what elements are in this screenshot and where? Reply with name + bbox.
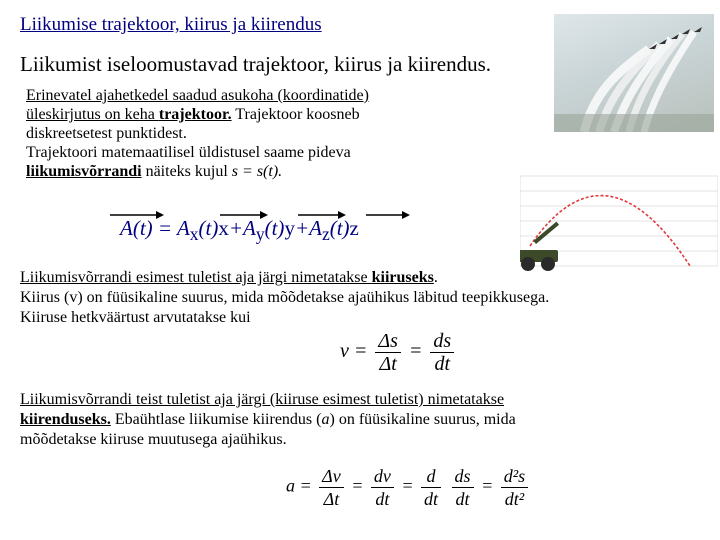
eq-a-den3: dt <box>424 489 439 509</box>
trajectory-term: trajektoor. <box>158 106 232 123</box>
eq-v-lhs: v = <box>340 340 368 363</box>
aircraft-formation-image <box>554 14 714 132</box>
eq-a-num5: d²s <box>501 465 528 488</box>
velocity-equation <box>340 330 457 375</box>
position-vector-formula <box>120 216 359 245</box>
eq-a-den1: Δt <box>323 489 340 509</box>
eq-a-lhs: a = <box>286 475 312 496</box>
projectile-trajectory-graphic <box>520 166 718 274</box>
formula-sub-z: z <box>321 224 330 245</box>
unit-vector-x: x <box>218 216 229 240</box>
eq-a-eq3: = <box>481 475 494 496</box>
eq-a-num2: dv <box>371 465 394 488</box>
para2-line1: Liikumisvõrrandi esimest tuletist aja järgi nimetatakse <box>20 269 372 286</box>
eq-v-num2: ds <box>430 330 454 353</box>
acceleration-paragraph <box>20 390 710 450</box>
para3-line1: Liikumisvõrrandi teist tuletist aja järgi (kiiruse esimest tuletist) nimetatakse <box>20 391 505 408</box>
formula-t2: (t) <box>264 216 285 240</box>
vector-arrow-icon <box>108 210 164 220</box>
acceleration-symbol: a <box>321 411 330 428</box>
page-subtitle: Liikumist iseloomustavad trajektoor, kiirus ja kiirendus. <box>20 52 492 76</box>
eq-a-num1: Δv <box>319 465 344 488</box>
para2-line2: Kiirus (v) on füüsikaline suurus, mida mõõdetakse ajaühikus läbitud teepikkusega. <box>20 289 550 306</box>
para1-line2: üleskirjutus on keha <box>26 106 159 123</box>
para2-line3: Kiiruse hetkväärtust arvutatakse kui <box>20 309 251 326</box>
unit-vector-z: z <box>349 216 359 240</box>
acceleration-term: kiirenduseks. <box>20 411 111 428</box>
formula-plus2: +A <box>294 216 322 240</box>
para3-line2-end: ) on füüsikaline suurus, mida <box>329 411 516 428</box>
vector-arrow-icon <box>364 210 410 220</box>
vector-arrow-icon <box>218 210 268 220</box>
eq-v-den1: Δt <box>379 353 397 375</box>
vector-arrow-icon <box>296 210 346 220</box>
eq-a-num4: ds <box>452 465 474 488</box>
eq-a-den5: dt² <box>504 489 525 509</box>
eq-v-den2: dt <box>434 353 451 375</box>
formula-a-t: A(t) = A <box>120 216 190 240</box>
velocity-paragraph <box>20 268 710 328</box>
formula-t3: (t) <box>329 216 350 240</box>
para1-line5-rest: näiteks kujul <box>141 163 232 180</box>
para1-line3: diskreetsetest punktidest. <box>26 125 187 142</box>
eq-v-eq: = <box>408 340 423 363</box>
motion-equation-term: liikumisvõrrandi <box>26 163 142 180</box>
para2-line1-end: . <box>433 269 438 286</box>
formula-sub-y: y <box>255 224 265 245</box>
eq-a-den4: dt <box>455 489 470 509</box>
para1-line4: Trajektoori matemaatilisel üldistusel saame pideva <box>26 144 351 161</box>
eq-a-den2: dt <box>375 489 390 509</box>
para1-line2-rest: Trajektoor koosneb <box>231 106 360 123</box>
s-of-t-equation: s = s(t). <box>231 163 283 180</box>
acceleration-equation <box>286 465 531 510</box>
eq-a-eq2: = <box>401 475 414 496</box>
trajectory-paragraph <box>26 86 466 181</box>
velocity-term: kiiruseks <box>371 269 434 286</box>
para3-line3: mõõdetakse kiiruse muutusega ajaühikus. <box>20 431 287 448</box>
formula-sub-x: x <box>189 224 199 245</box>
eq-a-eq1: = <box>351 475 364 496</box>
eq-a-num3: d <box>421 465 441 488</box>
para3-line2-rest: Ebaühtlase liikumise kiirendus ( <box>110 411 322 428</box>
page-title: Liikumise trajektoor, kiirus ja kiirendus <box>20 14 322 35</box>
formula-plus1: +A <box>228 216 256 240</box>
unit-vector-y: y <box>284 216 295 240</box>
eq-v-num1: Δs <box>375 330 401 353</box>
para1-line1: Erinevatel ajahetkedel saadud asukoha (koordinatide) <box>26 87 369 104</box>
formula-t1: (t) <box>198 216 219 240</box>
